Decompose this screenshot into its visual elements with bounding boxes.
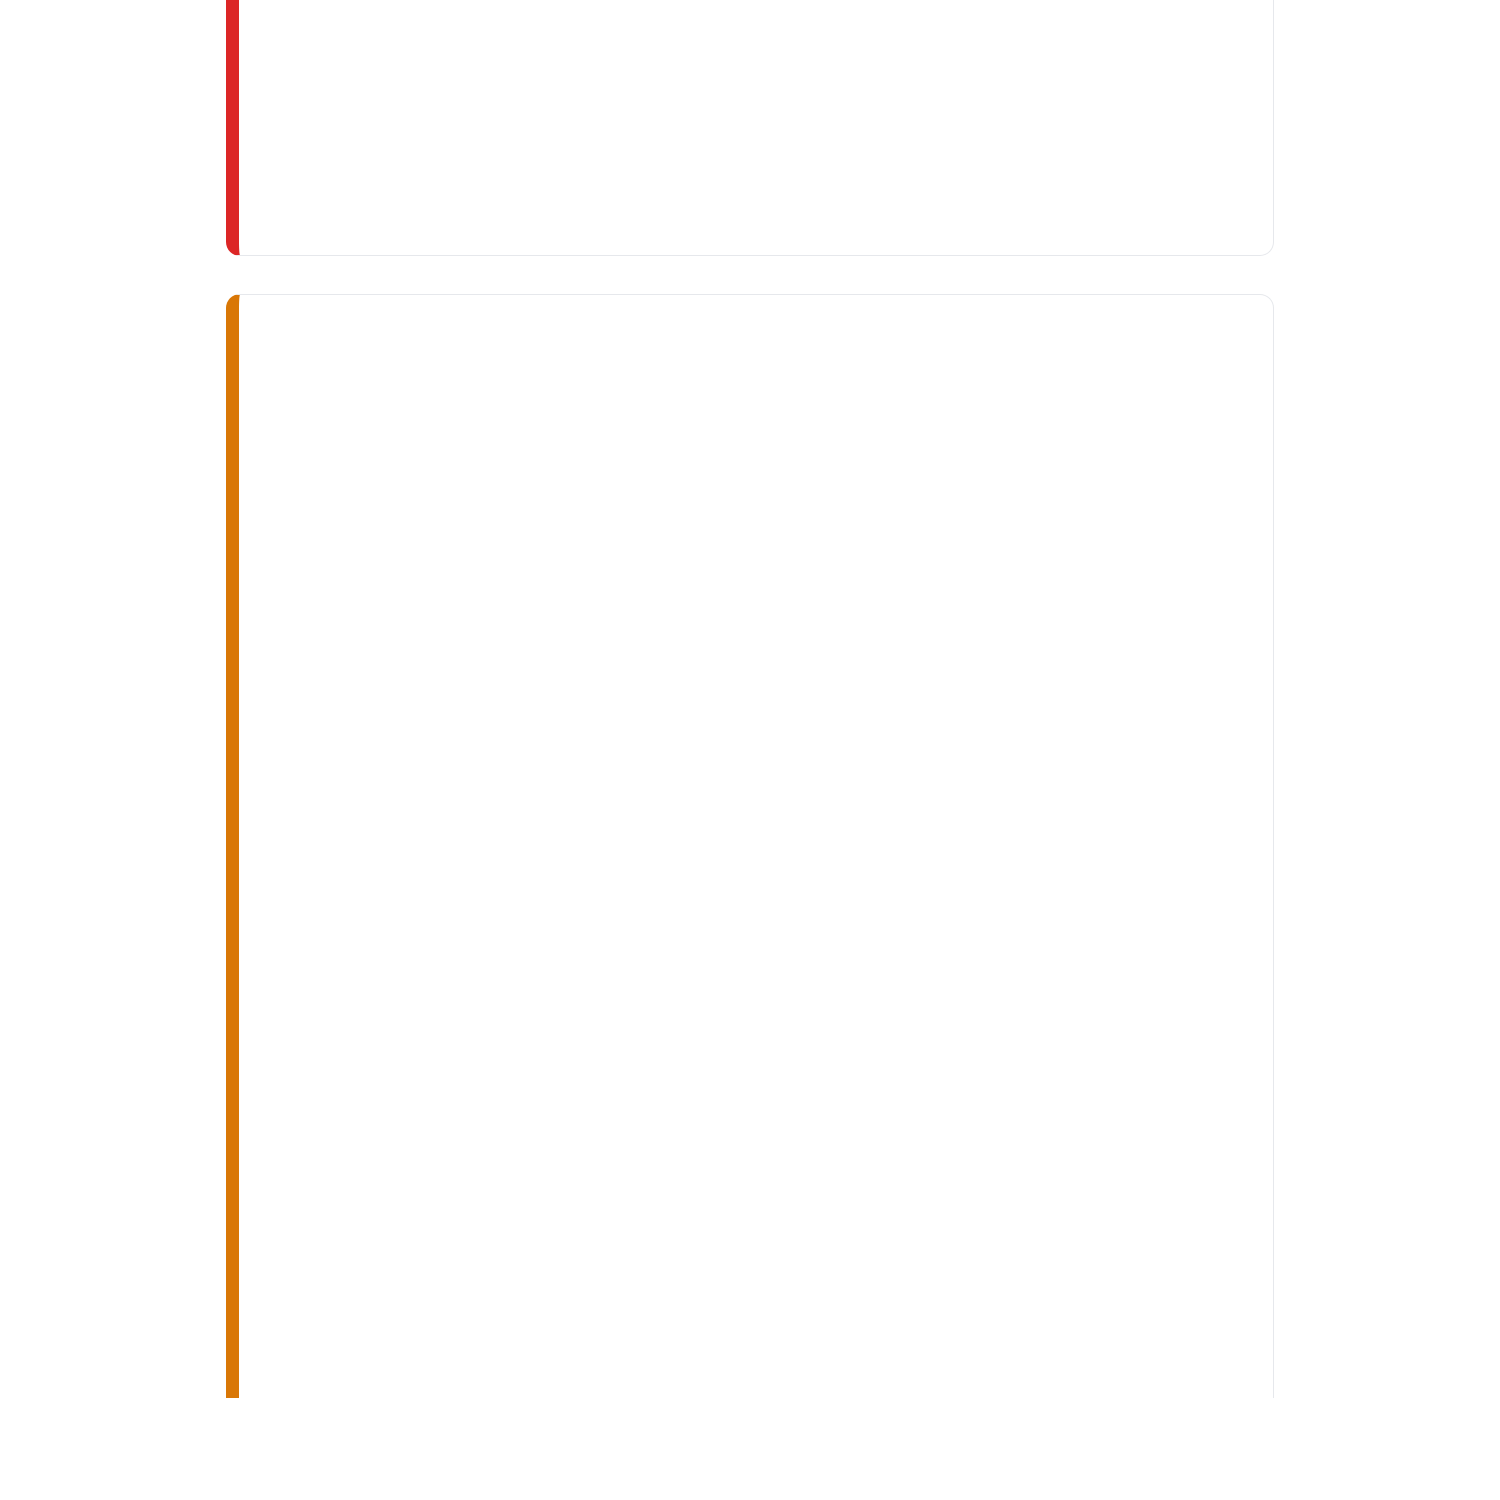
question-block-8 (271, 676, 1237, 714)
question-header (271, 1155, 1237, 1185)
question-header (271, 676, 1237, 706)
question-block-10 (271, 1155, 1237, 1193)
passage-header (271, 327, 1237, 333)
question-header (271, 422, 1237, 452)
question-header (271, 901, 1237, 931)
answer-card-previous (226, 0, 1274, 256)
passage-card (226, 294, 1274, 1398)
question-block-7 (271, 422, 1237, 460)
question-block-9 (271, 901, 1237, 939)
question-block-6 (271, 20, 1237, 58)
question-header (271, 20, 1237, 50)
